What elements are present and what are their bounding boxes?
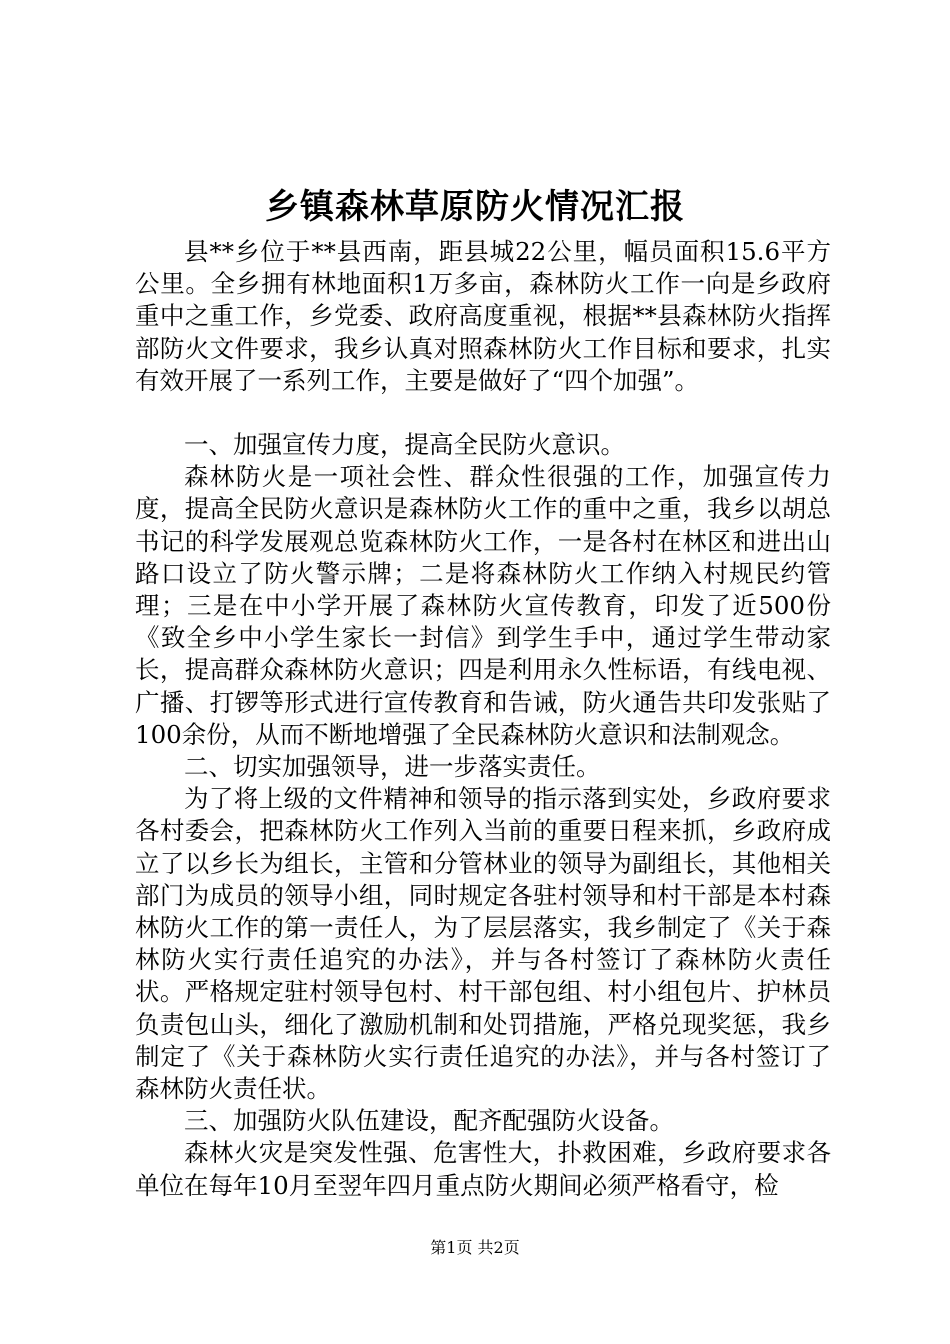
intro-paragraph: 县**乡位于**县西南，距县城22公里，幅员面积15.6平方公里。全乡拥有林地面积1万多亩，森林防火工作一向是乡政府重中之重工作，乡党委、政府高度重视，根据**县森林防火指挥部防火文件要求，我乡认真对照森林防火工作目标和要求，扎实有效开展了一系列工作，主要是做好了“四个加强”。 (135, 237, 831, 395)
section-paragraph-2: 为了将上级的文件精神和领导的指示落到实处，乡政府要求各村委会，把森林防火工作列入当前的重要日程来抓，乡政府成立了以乡长为组长，主管和分管林业的领导为副组长，其他相关部门为成员的领导小组，同时规定各驻村领导和村干部是本村森林防火工作的第一责任人，为了层层落实，我乡制定了《关于森林防火实行责任追究的办法》，并与各村签订了森林防火责任状。严格规定驻村领导包村、村干部包组、村小组包片、护林员负责包山头，细化了激励机制和处罚措施，严格兑现奖惩，我乡制定了《关于森林防火实行责任追究的办法》，并与各村签订了森林防火责任状。 (135, 784, 831, 1104)
section-heading-3: 三、加强防火队伍建设，配齐配强防火设备。 (184, 1106, 674, 1136)
document-body (135, 236, 831, 1202)
section-paragraph-3: 森林火灾是突发性强、危害性大，扑救困难，乡政府要求各单位在每年10月至翌年四月重点防火期间必须严格看守，检 (135, 1138, 831, 1200)
page-footer: 第1页 共2页 (430, 1238, 520, 1257)
section-paragraph-1: 森林防火是一项社会性、群众性很强的工作，加强宣传力度，提高全民防火意识是森林防火工作的重中之重，我乡以胡总书记的科学发展观总览森林防火工作，一是各村在林区和进出山路口设立了防火警示牌；二是将森林防火工作纳入村规民约管理；三是在中小学开展了森林防火宣传教育，印发了近500份《致全乡中小学生家长一封信》到学生手中，通过学生带动家长，提高群众森林防火意识；四是利用永久性标语，有线电视、广播、打锣等形式进行宣传教育和告诫，防火通告共印发张贴了100余份，从而不断地增强了全民森林防火意识和法制观念。 (135, 462, 831, 749)
section-heading-1: 一、加强宣传力度，提高全民防火意识。 (184, 430, 625, 460)
document-title: 乡镇森林草原防火情况汇报 (265, 187, 685, 227)
section-heading-2: 二、切实加强领导，进一步落实责任。 (184, 752, 601, 782)
